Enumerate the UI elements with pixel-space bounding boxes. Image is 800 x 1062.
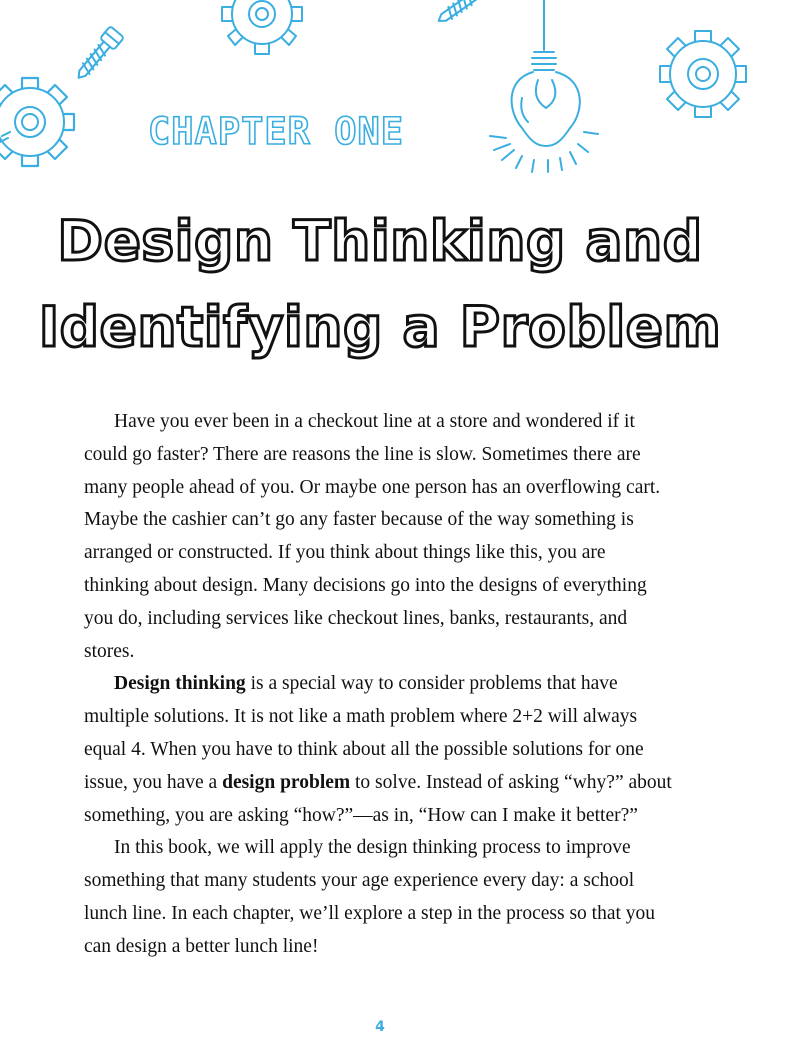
chapter-label: CHAPTER ONE — [148, 110, 405, 153]
screw-icon — [72, 26, 124, 84]
gear-icon — [0, 78, 74, 166]
paragraph-text: is a special way to consider problems that have multiple solutions. It is not like a math problem where 2+2 will always equal 4. When you have to think about all the possible solutions for one issue, you have a — [84, 673, 644, 793]
paragraph: Have you ever been in a checkout line at a store and wondered if it could go faster? There are reasons the line is slow. Sometimes there are many people ahead of you. Or maybe one person has an overflowing cart. Maybe the cashier can’t go any faster because of the way something is arranged or constructed. If you think about things like this, you are thinking about design. Many decisions go into the designs of everything you do, including services like checkout lines, banks, restaurants, and stores. — [84, 411, 661, 662]
body-text — [84, 406, 674, 964]
chapter-title-line-2: Identifying a Problem — [38, 295, 722, 359]
chapter-title — [0, 198, 760, 370]
page-number: 4 — [375, 1019, 385, 1035]
lightbulb-icon — [490, 0, 598, 172]
paragraph — [84, 668, 674, 832]
key-term: design problem — [222, 771, 351, 793]
paragraph-text: to solve. Instead of asking “why?” about something, you are asking “how?”—as in, “How can I make it better?” — [84, 771, 672, 826]
gear-icon — [660, 31, 746, 117]
header-illustrations — [0, 0, 800, 200]
gear-icon — [222, 0, 302, 54]
paragraph: In this book, we will apply the design thinking process to improve something that many students your age experience every day: a school lunch line. In each chapter, we’ll explore a step in the process so that you can design a better lunch line! — [84, 837, 656, 957]
screw-icon — [435, 0, 480, 26]
key-term: Design thinking — [114, 673, 246, 695]
chapter-title-line-1: Design Thinking and — [57, 209, 703, 273]
